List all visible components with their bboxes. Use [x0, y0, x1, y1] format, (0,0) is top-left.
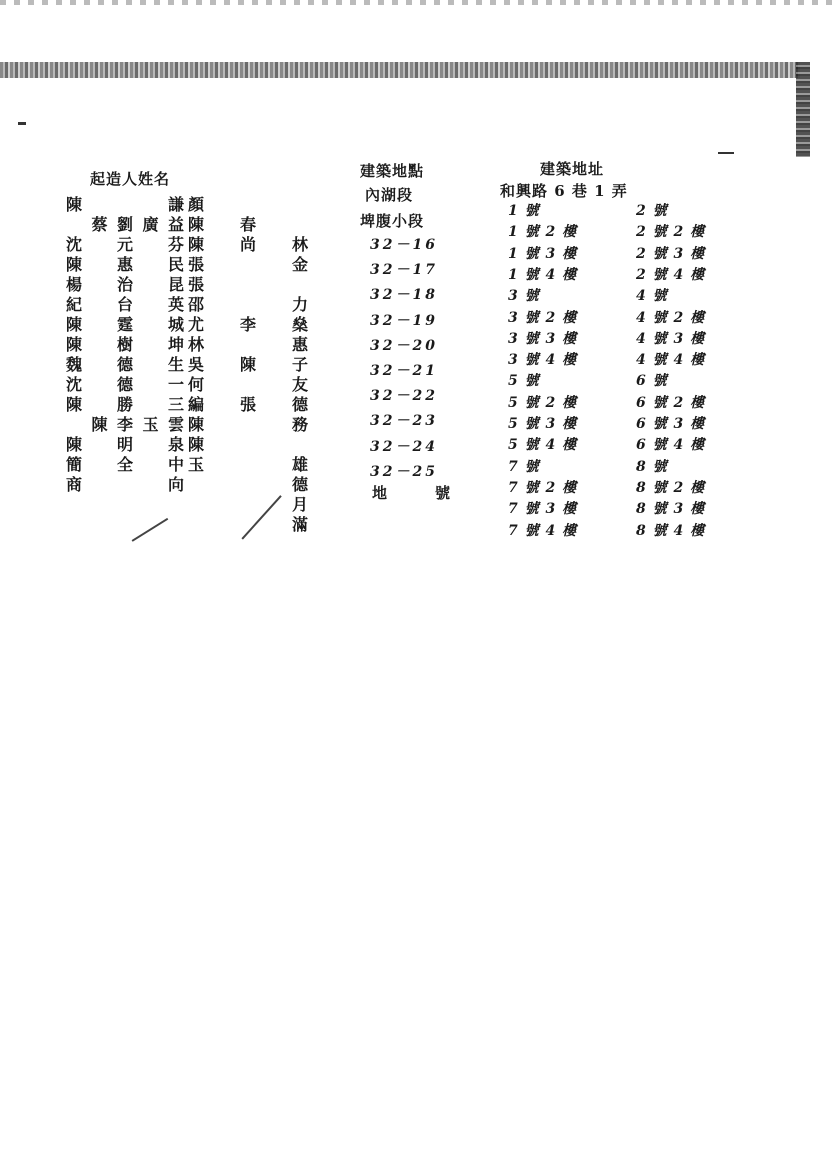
applicant-name-char: 林 — [292, 235, 309, 254]
applicant-name-char: 燊 — [292, 315, 309, 334]
applicant-name-char: 陳 — [66, 195, 83, 214]
applicant-name-char: 陳 — [66, 255, 83, 274]
building-address: 4 號 3 樓 — [636, 330, 706, 347]
applicant-name-char: 春 — [240, 215, 257, 234]
building-address: 8 號 4 樓 — [636, 522, 706, 539]
applicant-name-char: 中 — [168, 455, 185, 474]
applicant-name-char: 霆 — [117, 315, 134, 334]
applicant-name-char: 泉 — [168, 435, 185, 454]
applicant-name-char: 德 — [292, 395, 309, 414]
applicant-name-char: 楊 — [66, 275, 83, 294]
applicant-name-char: 陳 — [66, 315, 83, 334]
applicant-name-char: 德 — [117, 375, 134, 394]
building-address: 5 號 — [508, 373, 540, 390]
applicant-name-char: 治 — [117, 275, 134, 294]
applicant-name-char: 台 — [117, 295, 134, 314]
scan-right-edge — [796, 62, 810, 157]
building-address: 4 號 2 樓 — [636, 309, 706, 326]
building-address: 3 號 3 樓 — [508, 330, 578, 347]
applicant-name-char: 英 — [168, 295, 185, 314]
applicant-name-char: 謙 — [168, 195, 185, 214]
applicant-name-char: 林 — [188, 335, 205, 354]
applicant-name-char: 城 — [168, 315, 185, 334]
applicant-name-char: 簡 — [66, 455, 83, 474]
parcel-number: 32－18 — [370, 287, 438, 304]
applicant-name-char: 何 — [188, 375, 205, 394]
applicant-name-char: 陳 — [240, 355, 257, 374]
applicant-name-char: 全 — [117, 455, 134, 474]
applicant-name-char: 沈 — [66, 375, 83, 394]
applicant-name-char: 子 — [292, 355, 309, 374]
location-subsection: 埤腹小段 — [360, 212, 425, 230]
building-address: 2 號 2 樓 — [636, 224, 706, 241]
applicant-name-char: 雲 — [168, 415, 185, 434]
location-section: 內湖段 — [365, 186, 414, 204]
applicant-name-char: 陳 — [91, 415, 108, 434]
building-address: 6 號 2 樓 — [636, 394, 706, 411]
applicant-name-char: 坤 — [168, 335, 185, 354]
applicant-name-char: 尚 — [240, 235, 257, 254]
applicant-name-char: 明 — [117, 435, 134, 454]
parcel-number: 32－24 — [370, 438, 438, 455]
applicant-name-char: 顏 — [188, 195, 205, 214]
applicant-name-char: 陳 — [188, 415, 205, 434]
hand-stroke — [132, 518, 168, 542]
applicant-name-char: 力 — [292, 295, 309, 314]
applicant-name-char: 務 — [292, 415, 309, 434]
applicant-name-char: 陳 — [66, 435, 83, 454]
parcel-number: 32－22 — [370, 388, 438, 405]
applicant-name-char: 李 — [240, 315, 257, 334]
building-address: 8 號 — [636, 458, 668, 475]
building-address: 3 號 — [508, 288, 540, 305]
applicant-name-char: 民 — [168, 255, 185, 274]
applicant-name-char: 滿 — [292, 515, 309, 534]
parcel-number: 32－21 — [370, 363, 438, 379]
applicant-name-char: 蔡 — [91, 215, 108, 234]
location-header: 建築地點 — [360, 162, 425, 180]
applicant-name-char: 紀 — [66, 295, 83, 314]
applicant-name-char: 商 — [66, 475, 83, 494]
applicant-name-char: 德 — [117, 355, 134, 374]
building-address: 7 號 — [508, 458, 540, 475]
scan-speck — [18, 122, 26, 125]
building-address: 5 號 4 樓 — [508, 437, 578, 454]
building-address: 2 號 4 樓 — [636, 266, 706, 283]
parcel-number: 32－25 — [370, 463, 438, 480]
applicant-name-char: 元 — [117, 235, 134, 254]
applicant-name-char: 劉 — [117, 215, 134, 234]
applicant-name-char: 三 — [168, 395, 185, 414]
parcel-number: 32－23 — [370, 413, 438, 430]
building-address: 7 號 3 樓 — [508, 501, 578, 518]
applicant-name-char: 尤 — [188, 315, 205, 334]
building-address: 6 號 — [636, 373, 668, 390]
applicant-name-char: 廣 — [142, 215, 159, 234]
applicant-name-char: 張 — [240, 395, 257, 414]
applicant-name-char: 陳 — [188, 215, 205, 234]
hand-stroke — [241, 495, 281, 539]
applicant-name-char: 向 — [168, 475, 185, 494]
building-address: 1 號 — [508, 203, 540, 219]
applicant-name-char: 陳 — [66, 395, 83, 414]
address-subheader: 和興路 6 巷 1 弄 — [500, 182, 628, 200]
applicant-name-char: 月 — [292, 495, 309, 514]
building-address: 3 號 2 樓 — [508, 309, 578, 326]
applicant-name-char: 金 — [292, 255, 309, 274]
applicant-name-char: 玉 — [188, 455, 205, 474]
applicant-name-char: 張 — [188, 275, 205, 294]
applicant-name-char: 生 — [168, 355, 185, 374]
applicant-name-char: 德 — [292, 475, 309, 494]
applicant-name-char: 李 — [117, 415, 134, 434]
scan-top-strip — [0, 0, 832, 5]
applicant-name-char: 陳 — [188, 235, 205, 254]
building-address: 7 號 4 樓 — [508, 522, 578, 539]
applicant-name-char: 編 — [188, 395, 205, 414]
scan-speck — [718, 152, 734, 154]
applicant-name-char: 邵 — [188, 295, 205, 314]
parcel-number: 32－20 — [370, 337, 438, 354]
building-address: 8 號 2 樓 — [636, 479, 706, 496]
applicant-name-char: 陳 — [66, 335, 83, 354]
applicant-name-char: 一 — [168, 375, 185, 394]
applicant-name-char: 惠 — [117, 255, 134, 274]
applicant-name-char: 陳 — [188, 435, 205, 454]
parcel-number: 32－17 — [370, 262, 438, 279]
applicant-name-char: 吳 — [188, 355, 205, 374]
building-address: 1 號 2 樓 — [508, 224, 578, 241]
building-address: 7 號 2 樓 — [508, 479, 578, 496]
parcel-number: 32－16 — [370, 237, 438, 253]
address-header: 建築地址 — [540, 160, 605, 178]
applicant-name-char: 勝 — [117, 395, 134, 414]
building-address: 6 號 4 樓 — [636, 437, 706, 454]
applicant-name-char: 張 — [188, 255, 205, 274]
building-address: 2 號 3 樓 — [636, 245, 706, 262]
parcel-footer: 地 號 — [372, 484, 457, 502]
applicant-header: 起造人姓名 — [90, 170, 171, 188]
applicant-name-char: 友 — [292, 375, 309, 394]
applicant-name-char: 昆 — [168, 275, 185, 294]
building-address: 6 號 3 樓 — [636, 416, 706, 432]
building-address: 4 號 — [636, 288, 668, 305]
applicant-name-char: 魏 — [66, 355, 83, 374]
scan-top-border — [0, 62, 800, 78]
building-address: 5 號 3 樓 — [508, 416, 578, 432]
applicant-name-char: 玉 — [142, 415, 159, 434]
building-address: 5 號 2 樓 — [508, 394, 578, 411]
applicant-name-char: 芬 — [168, 235, 185, 254]
applicant-name-char: 惠 — [292, 335, 309, 354]
building-address: 4 號 4 樓 — [636, 352, 706, 369]
building-address: 1 號 3 樓 — [508, 245, 578, 262]
applicant-name-char: 雄 — [292, 455, 309, 474]
building-address: 3 號 4 樓 — [508, 352, 578, 369]
building-address: 2 號 — [636, 203, 668, 219]
building-address: 1 號 4 樓 — [508, 266, 578, 283]
applicant-name-char: 益 — [168, 215, 185, 234]
building-address: 8 號 3 樓 — [636, 501, 706, 518]
applicant-name-char: 樹 — [117, 335, 134, 354]
parcel-number: 32－19 — [370, 312, 438, 329]
applicant-name-char: 沈 — [66, 235, 83, 254]
